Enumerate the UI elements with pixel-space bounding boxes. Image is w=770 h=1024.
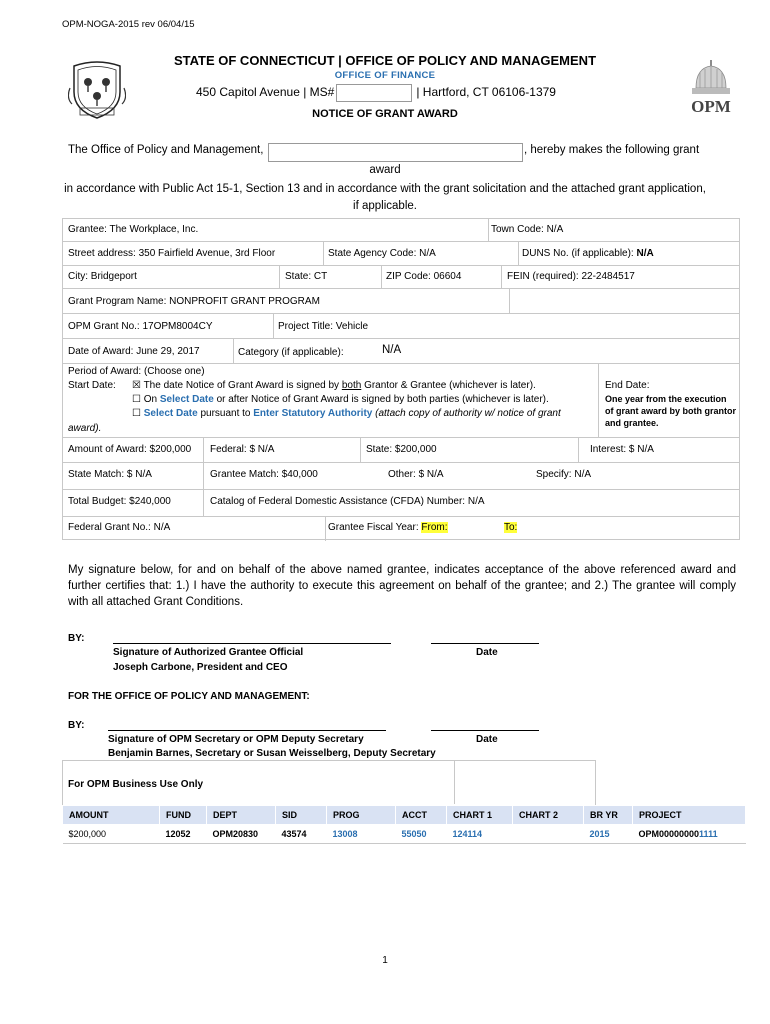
date-of-award: Date of Award: June 29, 2017 bbox=[68, 346, 200, 357]
checkbox-unchecked-icon[interactable]: ☐ bbox=[132, 408, 141, 419]
table-header-row bbox=[63, 806, 746, 825]
federal-grant-number: Federal Grant No.: N/A bbox=[68, 522, 171, 533]
grantee-date-line[interactable] bbox=[431, 643, 539, 644]
cell-bryr[interactable]: 2015 bbox=[584, 825, 633, 844]
state: State: CT bbox=[285, 271, 328, 282]
option-2-text-b: or after Notice of Grant Award is signed by both parties (whichever is later). bbox=[213, 394, 549, 405]
period-of-award-label: Period of Award: (Choose one) bbox=[68, 366, 205, 377]
cell-chart2[interactable] bbox=[513, 825, 584, 844]
page-number: 1 bbox=[382, 955, 388, 966]
fein: FEIN (required): 22-2484517 bbox=[507, 271, 635, 282]
end-note-line-1: One year from the execution bbox=[605, 394, 727, 404]
col-amount: AMOUNT bbox=[63, 806, 160, 825]
opm-grant-number: OPM Grant No.: 17OPM8004CY bbox=[68, 321, 213, 332]
opm-date-line[interactable] bbox=[431, 730, 539, 731]
cell-chart1[interactable]: 124114 bbox=[447, 825, 513, 844]
opm-capitol-logo-icon bbox=[682, 58, 740, 118]
fiscal-year-from-field[interactable]: From: bbox=[421, 522, 448, 533]
grantee-signature-line[interactable] bbox=[113, 643, 391, 644]
sig1-name: Joseph Carbone, President and CEO bbox=[113, 662, 288, 673]
option-3-select-date[interactable]: Select Date bbox=[143, 408, 198, 419]
fiscal-year-label: Grantee Fiscal Year: bbox=[328, 522, 422, 533]
period-option-2[interactable] bbox=[132, 394, 549, 405]
cell-project[interactable] bbox=[633, 825, 746, 844]
street-address: Street address: 350 Fairfield Avenue, 3rd Floor bbox=[68, 248, 276, 259]
project-prefix: OPM00000000 bbox=[638, 829, 700, 839]
col-chart1: CHART 1 bbox=[447, 806, 513, 825]
notice-title: NOTICE OF GRANT AWARD bbox=[312, 108, 458, 120]
address-right: | Hartford, CT 06106-1379 bbox=[416, 85, 556, 100]
col-acct: ACCT bbox=[396, 806, 447, 825]
opm-logo-text: OPM bbox=[691, 97, 731, 116]
end-note-line-3: and grantee. bbox=[605, 418, 659, 428]
category-label: Category (if applicable): bbox=[238, 347, 344, 358]
cell-sid: 43574 bbox=[276, 825, 327, 844]
col-prog: PROG bbox=[327, 806, 396, 825]
sig2-title: Signature of OPM Secretary or OPM Deputy Secretary bbox=[108, 734, 364, 745]
intro-line-1-right: , hereby makes the following grant bbox=[524, 144, 700, 156]
duns-number bbox=[522, 248, 654, 259]
form-reference: OPM-NOGA-2015 rev 06/04/15 bbox=[62, 19, 195, 30]
option-3-text-a: pursuant to bbox=[197, 408, 254, 419]
total-budget: Total Budget: $240,000 bbox=[68, 496, 171, 507]
document-title: STATE OF CONNECTICUT | OFFICE OF POLICY AND MANAGEMENT bbox=[173, 53, 597, 68]
checkbox-checked-icon[interactable]: ☒ bbox=[132, 380, 141, 391]
specify: Specify: N/A bbox=[536, 469, 592, 480]
option-2-select-date[interactable]: Select Date bbox=[159, 394, 214, 405]
opm-signature-line[interactable] bbox=[108, 730, 386, 731]
option-3-statutory-authority[interactable]: Enter Statutory Authority bbox=[253, 408, 373, 419]
sig2-name: Benjamin Barnes, Secretary or Susan Weisselberg, Deputy Secretary bbox=[108, 748, 436, 759]
start-date-label: Start Date: bbox=[68, 380, 116, 391]
federal-amount: Federal: $ N/A bbox=[210, 444, 275, 455]
address-left: 450 Capitol Avenue | MS# bbox=[196, 85, 335, 100]
business-use-divider bbox=[454, 760, 455, 804]
duns-label: DUNS No. (if applicable): bbox=[522, 248, 637, 259]
table-row bbox=[63, 825, 746, 844]
col-sid: SID bbox=[276, 806, 327, 825]
checkbox-unchecked-icon[interactable]: ☐ bbox=[132, 394, 141, 405]
fiscal-year-to-field[interactable]: To: bbox=[504, 522, 518, 533]
sig1-by-label: BY: bbox=[68, 633, 85, 644]
cell-amount: $200,000 bbox=[63, 825, 160, 844]
business-use-label: For OPM Business Use Only bbox=[68, 779, 204, 790]
interest-amount: Interest: $ N/A bbox=[590, 444, 654, 455]
col-chart2: CHART 2 bbox=[513, 806, 584, 825]
cell-dept: OPM20830 bbox=[207, 825, 276, 844]
grantee-name: Grantee: The Workplace, Inc. bbox=[68, 224, 199, 235]
col-dept: DEPT bbox=[207, 806, 276, 825]
grant-details-grid bbox=[62, 218, 740, 540]
col-fund: FUND bbox=[160, 806, 207, 825]
project-suffix[interactable]: 1111 bbox=[699, 829, 718, 839]
zip-code: ZIP Code: 06604 bbox=[386, 271, 462, 282]
option-1-text-b: Grantor & Grantee (whichever is later). bbox=[361, 380, 536, 391]
city: City: Bridgeport bbox=[68, 271, 137, 282]
sig1-title: Signature of Authorized Grantee Official bbox=[113, 647, 304, 658]
ms-number-field[interactable] bbox=[336, 84, 412, 102]
intro-line-2: award bbox=[369, 164, 401, 176]
acceptance-statement: My signature below, for and on behalf of the above named grantee, indicates acceptance of the above referenced award and further certifies that: 1.) I have the authority to execute this agreement on behalf of the grantee; and 2.) The grantee will comply with all attached Grant Conditions. bbox=[68, 564, 736, 608]
intro-line-1-left: The Office of Policy and Management, bbox=[68, 144, 264, 156]
duns-value: N/A bbox=[636, 248, 654, 259]
end-note-line-2: of grant award by both grantor bbox=[605, 406, 737, 416]
opm-heading: FOR THE OFFICE OF POLICY AND MANAGEMENT: bbox=[68, 691, 310, 702]
business-use-table bbox=[62, 805, 746, 844]
sig2-date-label: Date bbox=[476, 734, 498, 745]
col-project: PROJECT bbox=[633, 806, 746, 825]
office-subtitle: OFFICE OF FINANCE bbox=[334, 70, 436, 81]
cell-prog[interactable]: 13008 bbox=[327, 825, 396, 844]
option-3-text-c: award). bbox=[68, 423, 102, 434]
grantee-fiscal-year bbox=[328, 522, 448, 533]
end-date-note bbox=[605, 393, 736, 429]
cell-fund: 12052 bbox=[160, 825, 207, 844]
amount-of-award: Amount of Award: $200,000 bbox=[68, 444, 192, 455]
state-agency-code: State Agency Code: N/A bbox=[328, 248, 436, 259]
state-amount: State: $200,000 bbox=[366, 444, 437, 455]
cell-acct[interactable]: 55050 bbox=[396, 825, 447, 844]
option-3-text-b: (attach copy of authority w/ notice of grant bbox=[372, 408, 561, 419]
project-title: Project Title: Vehicle bbox=[278, 321, 369, 332]
sig1-date-label: Date bbox=[476, 647, 498, 658]
period-option-3[interactable] bbox=[132, 408, 561, 419]
category-value: N/A bbox=[382, 344, 402, 356]
option-1-both: both bbox=[341, 380, 362, 391]
grant-program-name: Grant Program Name: NONPROFIT GRANT PROGRAM bbox=[68, 296, 320, 307]
end-date-label: End Date: bbox=[605, 380, 650, 391]
other-amount: Other: $ N/A bbox=[388, 469, 444, 480]
sig2-by-label: BY: bbox=[68, 720, 85, 731]
period-option-1[interactable] bbox=[132, 380, 536, 391]
grantee-match: Grantee Match: $40,000 bbox=[210, 469, 318, 480]
option-1-text-a: The date Notice of Grant Award is signed by bbox=[140, 380, 342, 391]
grantor-name-field[interactable] bbox=[268, 143, 523, 162]
state-match: State Match: $ N/A bbox=[68, 469, 152, 480]
town-code: Town Code: N/A bbox=[491, 224, 564, 235]
address-line bbox=[196, 84, 556, 102]
cfda-number: Catalog of Federal Domestic Assistance (CFDA) Number: N/A bbox=[210, 496, 485, 507]
col-bryr: BR YR bbox=[584, 806, 633, 825]
option-2-text-a: On bbox=[140, 394, 160, 405]
intro-line-3: in accordance with Public Act 15-1, Section 13 and in accordance with the grant solicitation and the attached grant application, if applicable. bbox=[64, 183, 706, 212]
